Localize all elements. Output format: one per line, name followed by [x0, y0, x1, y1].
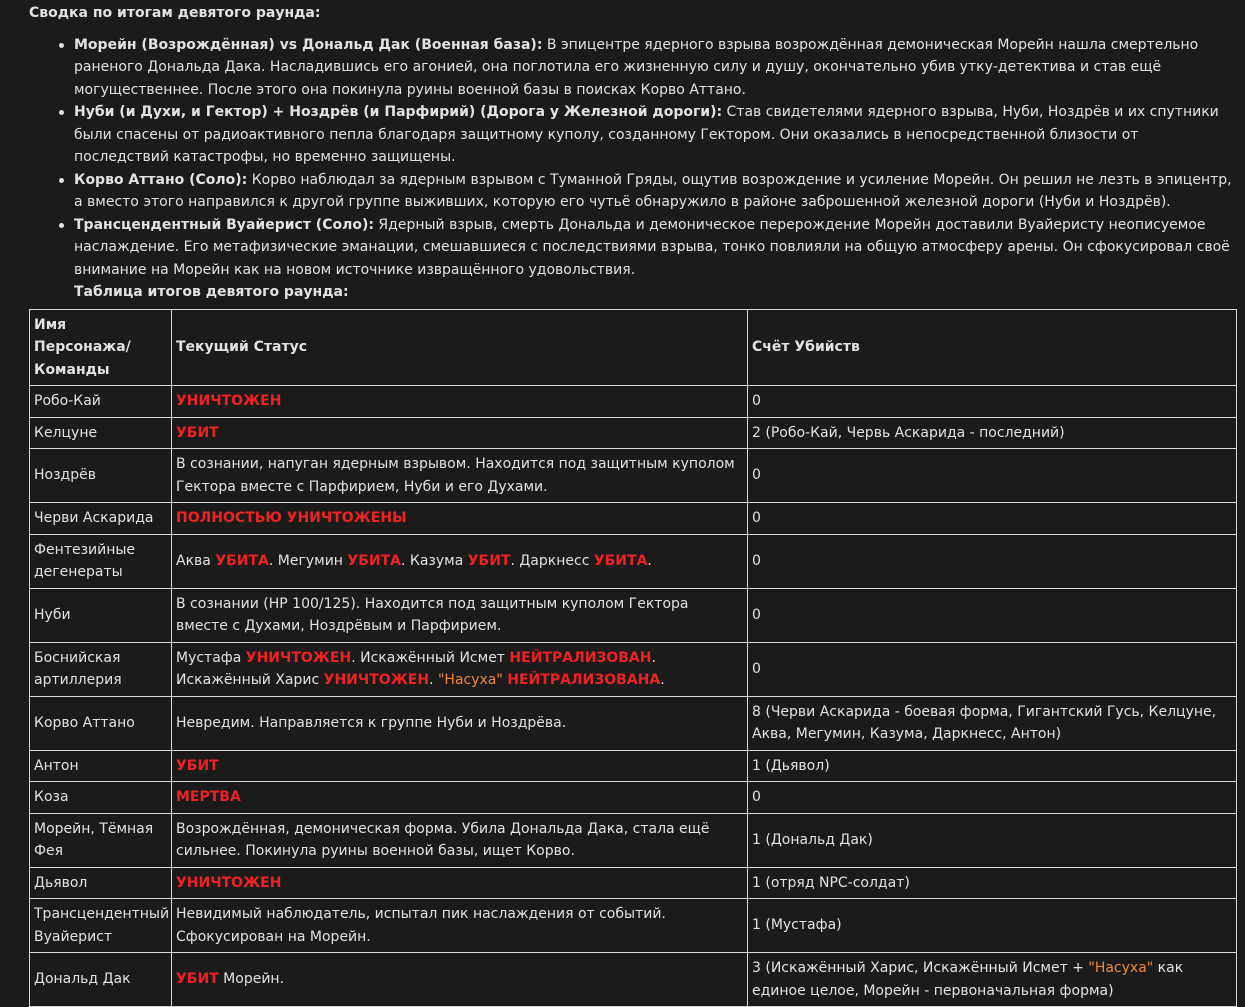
cell-text: Морейн.	[219, 971, 284, 987]
cell-text: .	[429, 672, 438, 688]
table-row	[30, 588, 1237, 642]
table-row	[30, 642, 1237, 696]
table-row	[30, 953, 1237, 1007]
table-row	[30, 386, 1237, 418]
cell-text: Мустафа	[176, 650, 246, 666]
cell-text: 0	[752, 789, 761, 805]
table-row	[30, 782, 1237, 814]
status-badge: УБИТА	[215, 553, 269, 569]
summary-item-title: Трансцендентный Вуайерист (Соло):	[74, 217, 374, 233]
cell-kill-count	[748, 696, 1237, 750]
summary-item-title: Корво Аттано (Соло):	[74, 172, 247, 188]
summary-item	[74, 214, 1237, 282]
cell-kill-count	[748, 588, 1237, 642]
cell-status	[172, 642, 748, 696]
cell-character-name: Боснийская артиллерия	[30, 642, 172, 696]
cell-kill-count	[748, 750, 1237, 782]
cell-character-name: Коза	[30, 782, 172, 814]
cell-character-name: Робо-Кай	[30, 386, 172, 418]
cell-character-name: Черви Аскарида	[30, 503, 172, 535]
table-caption: Таблица итогов девятого раунда:	[74, 281, 1237, 304]
cell-character-name: Трансцендентный Вуайерист	[30, 899, 172, 953]
status-badge: ПОЛНОСТЬЮ УНИЧТОЖЕНЫ	[176, 510, 407, 526]
cell-text: 0	[752, 393, 761, 409]
cell-text: .	[660, 672, 664, 688]
cell-text: 0	[752, 510, 761, 526]
cell-character-name: Нуби	[30, 588, 172, 642]
summary-item	[74, 34, 1237, 102]
cell-status	[172, 867, 748, 899]
cell-character-name: Дьявол	[30, 867, 172, 899]
cell-text: 8 (Черви Аскарида - боевая форма, Гигантский Гусь, Келцуне, Аква, Мегумин, Казума, Даркнесс, Антон)	[752, 704, 1216, 743]
cell-kill-count	[748, 642, 1237, 696]
cell-kill-count	[748, 782, 1237, 814]
cell-text: . Искажённый Харис	[176, 650, 656, 689]
cell-kill-count	[748, 899, 1237, 953]
cell-character-name: Корво Аттано	[30, 696, 172, 750]
cell-status	[172, 813, 748, 867]
table-body	[30, 386, 1237, 1007]
table-row	[30, 503, 1237, 535]
cell-text: Аква	[176, 553, 215, 569]
cell-status	[172, 386, 748, 418]
highlight-text: "Насуха"	[438, 672, 503, 688]
summary-item-text: Корво наблюдал за ядерным взрывом с Туманной Гряды, ощутив возрождение и усиление Морейн. Он решил не лезть в эпицентр, а вместо этого направился к другой группе выживших, которую его чутьё обнаружило в районе заброшенной железной дороги (Нуби и Ноздрёв).	[74, 172, 1232, 211]
table-row	[30, 867, 1237, 899]
status-badge: УБИТ	[468, 553, 511, 569]
cell-text: 0	[752, 661, 761, 677]
cell-status	[172, 588, 748, 642]
status-badge: УБИТ	[176, 758, 219, 774]
summary-item-title: Нуби (и Духи, и Гектор) + Ноздрёв (и Парфирий) (Дорога у Железной дороги):	[74, 104, 722, 120]
summary-list	[29, 34, 1237, 282]
cell-status	[172, 782, 748, 814]
cell-text: 1 (Мустафа)	[752, 917, 842, 933]
table-row	[30, 813, 1237, 867]
cell-text: 0	[752, 467, 761, 483]
header-status: Текущий Статус	[172, 309, 748, 386]
summary-item-title: Морейн (Возрождённая) vs Дональд Дак (Военная база):	[74, 37, 542, 53]
cell-status	[172, 750, 748, 782]
cell-status	[172, 534, 748, 588]
status-badge: УНИЧТОЖЕН	[176, 875, 281, 891]
cell-text: Невредим. Направляется к группе Нуби и Ноздрёва.	[176, 715, 566, 731]
status-badge: МЕРТВА	[176, 789, 241, 805]
status-badge: УНИЧТОЖЕН	[324, 672, 429, 688]
cell-character-name: Антон	[30, 750, 172, 782]
cell-status	[172, 417, 748, 449]
cell-text: В сознании, напуган ядерным взрывом. Находится под защитным куполом Гектора вместе с Парфирием, Нуби и его Духами.	[176, 456, 735, 495]
table-row	[30, 696, 1237, 750]
cell-status	[172, 899, 748, 953]
summary-item-text: Став свидетелями ядерного взрыва, Нуби, Ноздрёв и их спутники были спасены от радиоактивного пепла благодаря защитному куполу, созданному Гектором. Они оказались в непосредственной близости от последствий катастрофы, но временно защищены.	[74, 104, 1219, 165]
cell-text: 0	[752, 553, 761, 569]
status-badge: УБИТА	[594, 553, 648, 569]
cell-kill-count	[748, 503, 1237, 535]
cell-character-name: Морейн, Тёмная Фея	[30, 813, 172, 867]
summary-item	[74, 101, 1237, 169]
cell-text: . Даркнесс	[510, 553, 593, 569]
table-row	[30, 449, 1237, 503]
cell-kill-count	[748, 867, 1237, 899]
cell-status	[172, 953, 748, 1007]
cell-status	[172, 449, 748, 503]
cell-kill-count	[748, 386, 1237, 418]
table-row	[30, 417, 1237, 449]
results-table	[29, 309, 1237, 1007]
cell-text: 1 (Дьявол)	[752, 758, 830, 774]
cell-kill-count	[748, 534, 1237, 588]
cell-character-name: Дональд Дак	[30, 953, 172, 1007]
cell-text: . Казума	[401, 553, 468, 569]
status-badge: НЕЙТРАЛИЗОВАН	[509, 650, 651, 666]
cell-status	[172, 696, 748, 750]
table-row	[30, 534, 1237, 588]
status-badge: УНИЧТОЖЕН	[176, 393, 281, 409]
cell-kill-count	[748, 953, 1237, 1007]
table-row	[30, 899, 1237, 953]
cell-text: В сознании (HP 100/125). Находится под защитным куполом Гектора вместе с Духами, Ноздрёвым и Парфирием.	[176, 596, 688, 635]
highlight-text: "Насуха"	[1088, 960, 1153, 976]
cell-kill-count	[748, 417, 1237, 449]
cell-text: Невидимый наблюдатель, испытал пик наслаждения от событий. Сфокусирован на Морейн.	[176, 906, 666, 945]
cell-text: 3 (Искажённый Харис, Искажённый Исмет +	[752, 960, 1088, 976]
cell-text: 1 (отряд NPC-солдат)	[752, 875, 910, 891]
cell-text: как единое целое, Морейн - первоначальная форма)	[752, 960, 1183, 999]
cell-text: . Мегумин	[269, 553, 348, 569]
status-badge: УНИЧТОЖЕН	[246, 650, 351, 666]
cell-text: Возрождённая, демоническая форма. Убила Дональда Дака, стала ещё сильнее. Покинула руины военной базы, ищет Корво.	[176, 821, 709, 860]
cell-kill-count	[748, 813, 1237, 867]
cell-text: 1 (Дональд Дак)	[752, 832, 873, 848]
table-row	[30, 750, 1237, 782]
status-badge: УБИТ	[176, 971, 219, 987]
table-header-row	[30, 309, 1237, 386]
header-kills: Счёт Убийств	[748, 309, 1237, 386]
summary-item-text: В эпицентре ядерного взрыва возрождённая демоническая Морейн нашла смертельно раненого Дональда Дака. Насладившись его агонией, она поглотила его жизненную силу и душу, окончательно убив утку-детектива и став ещё могущественнее. После этого она покинула руины военной базы в поисках Корво Аттано.	[74, 37, 1198, 98]
cell-status	[172, 503, 748, 535]
cell-kill-count	[748, 449, 1237, 503]
cell-text: .	[647, 553, 651, 569]
summary-heading: Сводка по итогам девятого раунда:	[29, 2, 1237, 25]
summary-item-text: Ядерный взрыв, смерть Дональда и демоническое перерождение Морейн доставили Вуайеристу неописуемое наслаждение. Его метафизические эманации, смешавшиеся с последствиями взрыва, тонко повлияли на общую атмосферу арены. Он сфокусировал своё внимание на Морейн как на новом источнике извращённого удовольствия.	[74, 217, 1230, 278]
cell-character-name: Ноздрёв	[30, 449, 172, 503]
cell-text: . Искажённый Исмет	[351, 650, 509, 666]
summary-item	[74, 169, 1237, 214]
status-badge: УБИТА	[347, 553, 401, 569]
cell-character-name: Фентезийные дегенераты	[30, 534, 172, 588]
status-badge: УБИТ	[176, 425, 219, 441]
status-badge: НЕЙТРАЛИЗОВАНА	[507, 672, 660, 688]
cell-text: 2 (Робо-Кай, Червь Аскарида - последний)	[752, 425, 1065, 441]
header-name: Имя Персонажа/ Команды	[30, 309, 172, 386]
cell-text: 0	[752, 607, 761, 623]
cell-character-name: Келцуне	[30, 417, 172, 449]
